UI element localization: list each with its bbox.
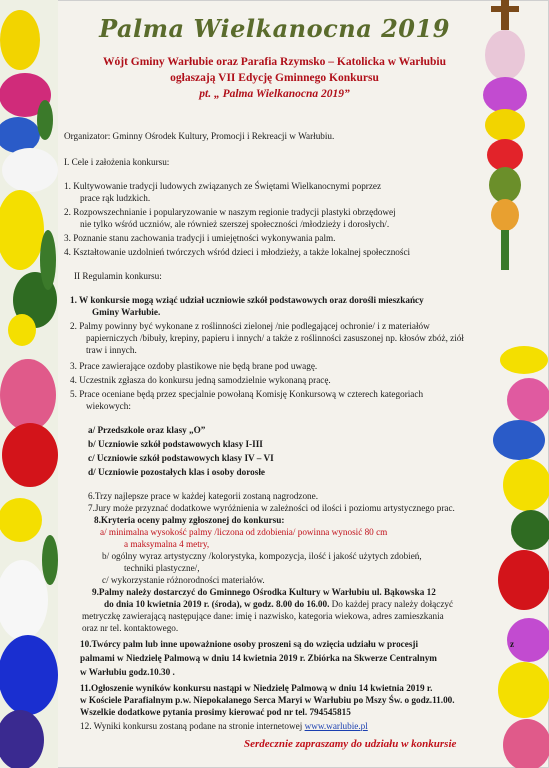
left-flower-decoration: [0, 0, 58, 768]
category-d: d/ Uczniowie pozostałych klas i osoby dorosłe: [88, 467, 265, 477]
page-title: Palma Wielkanocna 2019: [99, 14, 450, 43]
rule-8: 8.Kryteria oceny palmy zgłoszonej do konkursu:: [94, 515, 285, 525]
rule-9-deadline-date: do dnia 10 kwietnia 2019 r. (środa), w godz. 8.00 do 16.00.: [104, 599, 330, 609]
announcement-line-1: Wójt Gminy Warłubie oraz Parafia Rzymsko – Katolicka w Warłubiu: [103, 56, 446, 68]
contest-name: pt. „ Palma Wielkanocna 2019”: [199, 88, 350, 100]
rule-10: 10.Twórcy palm lub inne upoważnione osoby proszeni są do wzięcia udziału w procesji: [80, 639, 419, 649]
category-a: a/ Przedszkole oraz klasy „O”: [88, 425, 206, 435]
goal-2: 2. Rozpowszechnianie i popularyzowanie w naszym regionie tradycji plastyki obrzędowej: [64, 207, 396, 217]
rule-3: 3. Prace zawierające ozdoby plastikowe nie będą brane pod uwagę.: [70, 361, 318, 371]
goal-4: 4. Kształtowanie uzdolnień twórczych wśród dzieci i młodzieży, a także lokalnej społeczności: [64, 247, 411, 257]
rule-11-cont: w Kościele Parafialnym p.w. Niepokalanego Serca Maryi w Warłubiu po Mszy Św. o godz.11.00.: [80, 695, 455, 705]
rule-9: 9.Palmy należy dostarczyć do Gminnego Ośrodka Kultury w Warłubiu ul. Bąkowska 12: [92, 587, 436, 597]
rule-5-cont: wiekowych:: [86, 401, 131, 411]
rule-11: 11.Ogłoszenie wyników konkursu nastąpi w Niedzielę Palmową w dniu 14 kwietnia 2019 r.: [80, 683, 433, 693]
category-b: b/ Uczniowie szkół podstawowych klasy I-III: [88, 439, 263, 449]
section2-heading: II Regulamin konkursu:: [74, 271, 162, 281]
rule-6: 6.Trzy najlepsze prace w każdej kategorii zostaną nagrodzone.: [88, 491, 319, 501]
section1-heading: I. Cele i założenia konkursu:: [64, 157, 170, 167]
rule-12-text: 12. Wyniki konkursu zostaną podane na stronie internetowej: [80, 721, 305, 731]
criterion-a-cont: a maksymalna 4 metry,: [124, 539, 210, 549]
right-flower-decoration: [479, 0, 549, 768]
criterion-a: a/ minimalna wysokość palmy /liczona od zdobienia/ powinna wynosić 80 cm: [100, 527, 388, 537]
rule-9-cont-2: oraz nr tel. kontaktowego.: [82, 623, 179, 633]
rule-1-cont: Gminy Warłubie.: [92, 307, 161, 317]
announcement-line-2: ogłaszają VII Edycję Gminnego Konkursu: [170, 72, 379, 84]
criterion-b: b/ ogólny wyraz artystyczny /kolorystyka, kompozycja, ilość i jakość użytych zdobień,: [102, 551, 422, 561]
criterion-c: c/ wykorzystanie różnorodności materiałów.: [102, 575, 265, 585]
rule-5: 5. Prace oceniane będą przez specjalnie powołaną Komisję Konkursową w czterech kategoriach: [70, 389, 424, 399]
rule-10-cont-2: w Warłubiu godz.10.30 .: [80, 667, 175, 677]
rule-4: 4. Uczestnik zgłasza do konkursu jedną samodzielnie wykonaną pracę.: [70, 375, 331, 385]
closing-invitation: Serdecznie zapraszamy do udziału w konkursie: [244, 738, 457, 750]
goal-2-cont: nie tylko wśród uczniów, ale również szerszej społeczności /młodzieży i dorosłych/.: [80, 219, 390, 229]
rule-1: 1. W konkursie mogą wziąć udział uczniowie szkół podstawowych oraz dorośli mieszkańcy: [70, 295, 424, 305]
rule-9-cont: metryczkę zawierającą następujące dane: imię i nazwisko, kategoria wiekowa, adres zamieszkania: [82, 611, 444, 621]
rule-12: [80, 720, 368, 732]
goal-1: 1. Kultywowanie tradycji ludowych związanych ze Świętami Wielkanocnymi poprzez: [64, 181, 382, 191]
website-link[interactable]: www.warlubie.pl: [304, 721, 368, 731]
rule-11-cont-2: Wszelkie dodatkowe pytania prosimy kierować pod nr tel. 794545815: [80, 707, 351, 717]
goal-3: 3. Poznanie stanu zachowania tradycji i umiejętności wykonywania palm.: [64, 233, 336, 243]
rule-9-deadline: [104, 598, 453, 610]
rule-7: 7.Jury może przyznać dodatkowe wyróżnienia w zależności od ilości i poziomu artystycznego prac.: [88, 503, 455, 513]
criterion-b-cont: techniki plastyczne/,: [124, 563, 200, 573]
rule-10-cont: palmami w Niedzielę Palmową w dniu 14 kwietnia 2019 r. Zbiórka na Skwerze Centralnym: [80, 653, 437, 663]
rule-2: 2. Palmy powinny być wykonane z roślinności zielonej /nie podlegającej ochronie/ i z materiałów: [70, 321, 430, 331]
goal-1-cont: prace rąk ludzkich.: [80, 193, 151, 203]
organizer: Organizator: Gminny Ośrodek Kultury, Promocji i Rekreacji w Warłubiu.: [64, 131, 335, 141]
rule-10-z: z: [510, 639, 515, 649]
rule-2-cont-1: papierniczych /bibuły, krepiny, papieru i innych/ a także z roślinności zasuszonej np. kłosów zbóż, ziół: [86, 333, 464, 343]
rule-9-deadline-note: Do każdej pracy należy dołączyć: [329, 599, 454, 609]
rule-2-cont-2: traw i innych.: [86, 345, 137, 355]
category-c: c/ Uczniowie szkół podstawowych klasy IV – VI: [88, 453, 274, 463]
